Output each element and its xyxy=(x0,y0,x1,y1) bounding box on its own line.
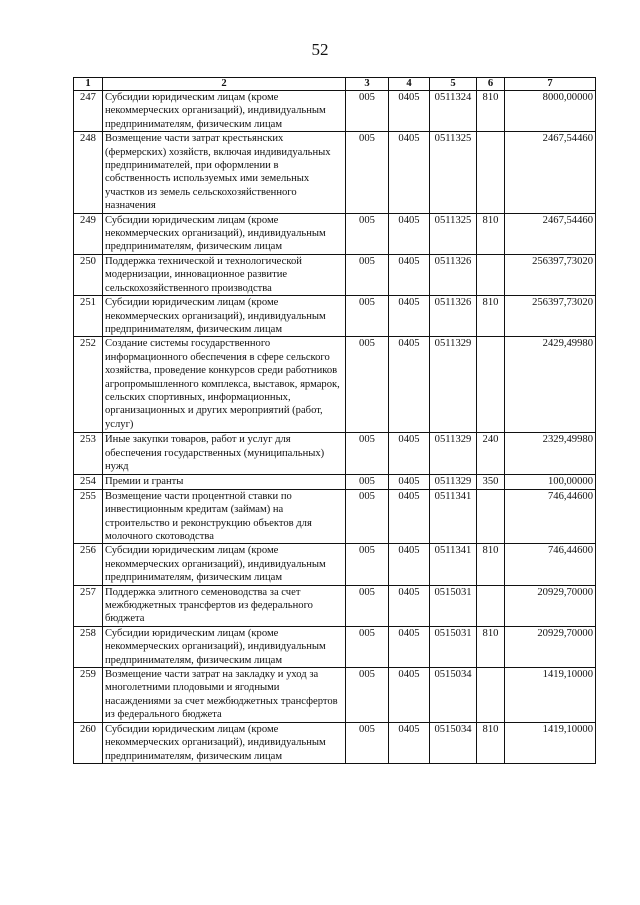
row-code-4: 0405 xyxy=(389,475,430,489)
row-code-3: 005 xyxy=(346,723,389,764)
table-row xyxy=(74,475,596,489)
row-name: Возмещение части затрат крестьянских (фермерских) хозяйств, включая индивидуальных предпринимателей, при оформлении в собственность используемых ими земельных участков из земель сельскохозяйственного назначения xyxy=(103,132,346,213)
row-code-6 xyxy=(477,585,505,626)
row-number: 259 xyxy=(74,668,103,723)
row-sum: 20929,70000 xyxy=(505,585,596,626)
row-code-3: 005 xyxy=(346,296,389,337)
row-code-6 xyxy=(477,254,505,295)
row-sum: 2467,54460 xyxy=(505,213,596,254)
row-code-6: 350 xyxy=(477,475,505,489)
table-row xyxy=(74,213,596,254)
row-code-4: 0405 xyxy=(389,585,430,626)
table-row xyxy=(74,91,596,132)
row-code-6: 810 xyxy=(477,213,505,254)
row-code-5: 0511326 xyxy=(430,296,477,337)
row-name: Поддержка элитного семеноводства за счет межбюджетных трансфертов из федерального бюджета xyxy=(103,585,346,626)
row-name: Субсидии юридическим лицам (кроме некоммерческих организаций), индивидуальным предпринимателям, физическим лицам xyxy=(103,296,346,337)
table-row xyxy=(74,723,596,764)
row-code-4: 0405 xyxy=(389,668,430,723)
row-code-6: 810 xyxy=(477,723,505,764)
row-code-3: 005 xyxy=(346,254,389,295)
row-code-4: 0405 xyxy=(389,337,430,433)
table-row xyxy=(74,626,596,667)
row-code-3: 005 xyxy=(346,585,389,626)
row-sum: 8000,00000 xyxy=(505,91,596,132)
row-number: 248 xyxy=(74,132,103,213)
row-name: Возмещение части процентной ставки по инвестиционным кредитам (займам) на строительство и реконструкцию объектов для молочного скотоводства xyxy=(103,489,346,544)
row-code-4: 0405 xyxy=(389,91,430,132)
row-code-6: 810 xyxy=(477,91,505,132)
row-number: 249 xyxy=(74,213,103,254)
row-name: Поддержка технической и технологической модернизации, инновационное развитие сельскохозяйственного производства xyxy=(103,254,346,295)
row-sum: 256397,73020 xyxy=(505,254,596,295)
table-row xyxy=(74,254,596,295)
row-code-5: 0511329 xyxy=(430,475,477,489)
row-code-4: 0405 xyxy=(389,132,430,213)
row-sum: 2329,49980 xyxy=(505,433,596,475)
row-sum: 20929,70000 xyxy=(505,626,596,667)
row-code-5: 0511325 xyxy=(430,132,477,213)
column-header-3: 3 xyxy=(346,78,389,91)
column-header-2: 2 xyxy=(103,78,346,91)
table-row xyxy=(74,337,596,433)
page-number: 52 xyxy=(311,40,329,59)
table-row xyxy=(74,668,596,723)
table-row xyxy=(74,296,596,337)
row-number: 251 xyxy=(74,296,103,337)
row-code-6 xyxy=(477,489,505,544)
row-sum: 1419,10000 xyxy=(505,723,596,764)
row-sum: 746,44600 xyxy=(505,489,596,544)
row-code-4: 0405 xyxy=(389,544,430,585)
row-code-3: 005 xyxy=(346,213,389,254)
row-code-6: 810 xyxy=(477,626,505,667)
row-code-6 xyxy=(477,132,505,213)
row-code-3: 005 xyxy=(346,626,389,667)
row-sum: 100,00000 xyxy=(505,475,596,489)
row-code-5: 0515034 xyxy=(430,723,477,764)
row-number: 256 xyxy=(74,544,103,585)
row-number: 257 xyxy=(74,585,103,626)
row-code-4: 0405 xyxy=(389,626,430,667)
row-code-4: 0405 xyxy=(389,213,430,254)
row-code-5: 0511341 xyxy=(430,544,477,585)
row-code-4: 0405 xyxy=(389,433,430,475)
row-code-3: 005 xyxy=(346,668,389,723)
table-row xyxy=(74,544,596,585)
row-code-5: 0515031 xyxy=(430,626,477,667)
row-code-5: 0515031 xyxy=(430,585,477,626)
row-name: Субсидии юридическим лицам (кроме некоммерческих организаций), индивидуальным предпринимателям, физическим лицам xyxy=(103,544,346,585)
row-number: 255 xyxy=(74,489,103,544)
table-row xyxy=(74,489,596,544)
row-code-3: 005 xyxy=(346,475,389,489)
row-sum: 256397,73020 xyxy=(505,296,596,337)
row-number: 260 xyxy=(74,723,103,764)
row-code-5: 0511329 xyxy=(430,337,477,433)
row-name: Иные закупки товаров, работ и услуг для обеспечения государственных (муниципальных) нужд xyxy=(103,433,346,475)
row-name: Субсидии юридическим лицам (кроме некоммерческих организаций), индивидуальным предпринимателям, физическим лицам xyxy=(103,723,346,764)
row-sum: 1419,10000 xyxy=(505,668,596,723)
row-code-5: 0511325 xyxy=(430,213,477,254)
row-code-5: 0511341 xyxy=(430,489,477,544)
row-code-5: 0511329 xyxy=(430,433,477,475)
row-code-6 xyxy=(477,668,505,723)
column-header-7: 7 xyxy=(505,78,596,91)
row-code-3: 005 xyxy=(346,132,389,213)
row-code-5: 0511324 xyxy=(430,91,477,132)
row-sum: 2429,49980 xyxy=(505,337,596,433)
row-sum: 746,44600 xyxy=(505,544,596,585)
row-code-3: 005 xyxy=(346,337,389,433)
row-code-3: 005 xyxy=(346,489,389,544)
row-number: 252 xyxy=(74,337,103,433)
row-code-4: 0405 xyxy=(389,296,430,337)
row-code-4: 0405 xyxy=(389,254,430,295)
row-code-6: 810 xyxy=(477,296,505,337)
table-header-row xyxy=(74,78,596,91)
row-name: Возмещение части затрат на закладку и уход за многолетними плодовыми и ягодными насаждениями за счет межбюджетных трансфертов из федерального бюджета xyxy=(103,668,346,723)
row-name: Субсидии юридическим лицам (кроме некоммерческих организаций), индивидуальным предпринимателям, физическим лицам xyxy=(103,626,346,667)
row-name: Премии и гранты xyxy=(103,475,346,489)
row-number: 253 xyxy=(74,433,103,475)
table-row xyxy=(74,132,596,213)
row-sum: 2467,54460 xyxy=(505,132,596,213)
row-code-6: 240 xyxy=(477,433,505,475)
budget-table xyxy=(73,77,596,764)
row-code-4: 0405 xyxy=(389,723,430,764)
row-code-3: 005 xyxy=(346,544,389,585)
row-code-5: 0511326 xyxy=(430,254,477,295)
row-code-4: 0405 xyxy=(389,489,430,544)
table-row xyxy=(74,433,596,475)
column-header-6: 6 xyxy=(477,78,505,91)
row-code-5: 0515034 xyxy=(430,668,477,723)
row-name: Создание системы государственного информационного обеспечения в сфере сельского хозяйства, проведение конкурсов среди работников агропромышленного комплекса, выставок, ярмарок, сельских спортивных, информационных, организационных и других мероприятий (работ, услуг) xyxy=(103,337,346,433)
column-header-1: 1 xyxy=(74,78,103,91)
row-code-6 xyxy=(477,337,505,433)
row-code-3: 005 xyxy=(346,91,389,132)
row-number: 250 xyxy=(74,254,103,295)
row-number: 254 xyxy=(74,475,103,489)
table-row xyxy=(74,585,596,626)
column-header-5: 5 xyxy=(430,78,477,91)
row-code-6: 810 xyxy=(477,544,505,585)
column-header-4: 4 xyxy=(389,78,430,91)
row-number: 247 xyxy=(74,91,103,132)
row-number: 258 xyxy=(74,626,103,667)
row-name: Субсидии юридическим лицам (кроме некоммерческих организаций), индивидуальным предпринимателям, физическим лицам xyxy=(103,91,346,132)
row-code-3: 005 xyxy=(346,433,389,475)
row-name: Субсидии юридическим лицам (кроме некоммерческих организаций), индивидуальным предпринимателям, физическим лицам xyxy=(103,213,346,254)
